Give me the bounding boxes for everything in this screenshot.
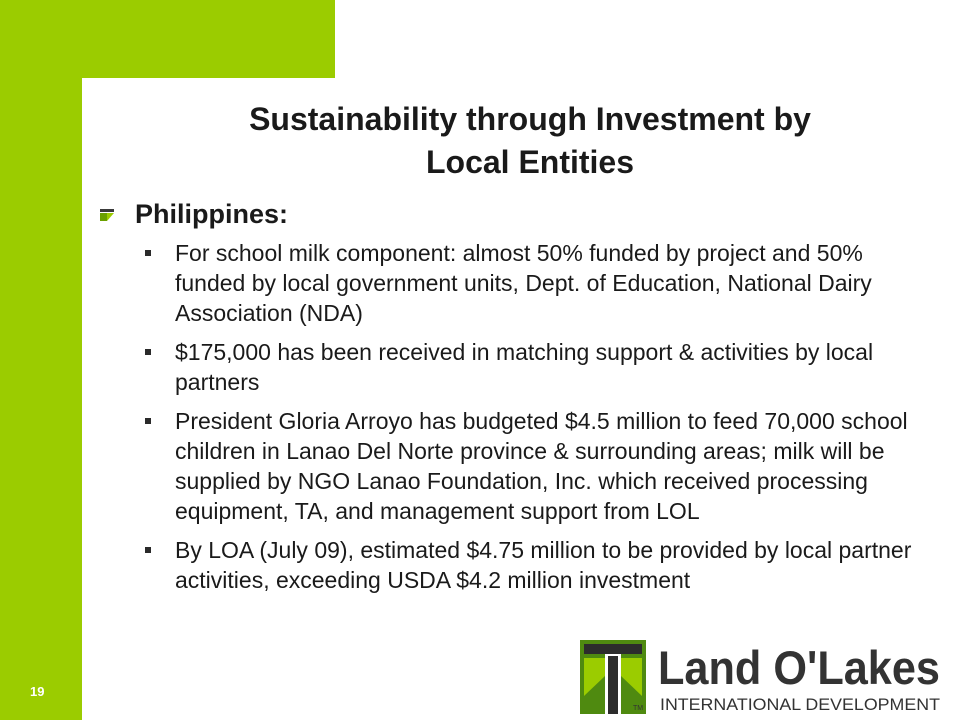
page-number: 19: [30, 684, 45, 699]
logo-trademark: TM: [633, 705, 644, 712]
list-item-text: By LOA (July 09), estimated $4.75 million to be provided by local partner activities, exceeding USDA $4.2 million investment: [175, 537, 912, 593]
square-bullet-icon: [145, 547, 151, 553]
slide-title-line-1: Sustainability through Investment by: [249, 101, 811, 137]
list-item: [100, 238, 920, 328]
section-label: Philippines:: [135, 198, 289, 229]
logo-wordmark: Land O'Lakes: [658, 641, 940, 694]
list-item: [100, 406, 920, 526]
top-accent-band: [0, 0, 335, 78]
list-item-text: President Gloria Arroyo has budgeted $4.5 million to feed 70,000 school children in Lanao Del Norte province & surrounding areas; milk will be supplied by NGO Lanao Foundation, Inc. which received processing equipment, TA, and management support from LOL: [175, 408, 908, 524]
land-o-lakes-logo: [580, 638, 945, 716]
logo-emblem-icon: [580, 640, 646, 714]
list-item-text: $175,000 has been received in matching support & activities by local partners: [175, 339, 874, 395]
slide-title-line-2: Local Entities: [425, 144, 635, 180]
square-bullet-icon: [145, 418, 151, 424]
left-accent-bar: [0, 0, 82, 720]
section-bullet-icon: [100, 209, 114, 221]
list-item: [100, 535, 920, 595]
square-bullet-icon: [145, 250, 151, 256]
slide-title: [180, 98, 880, 184]
logo-tagline: INTERNATIONAL DEVELOPMENT: [660, 695, 940, 714]
section-heading: [100, 196, 920, 232]
bullet-list: [100, 238, 920, 595]
list-item: [100, 337, 920, 397]
content-section: [100, 196, 920, 604]
square-bullet-icon: [145, 349, 151, 355]
list-item-text: For school milk component: almost 50% funded by project and 50% funded by local government units, Dept. of Education, National Dairy Association (NDA): [175, 240, 872, 326]
